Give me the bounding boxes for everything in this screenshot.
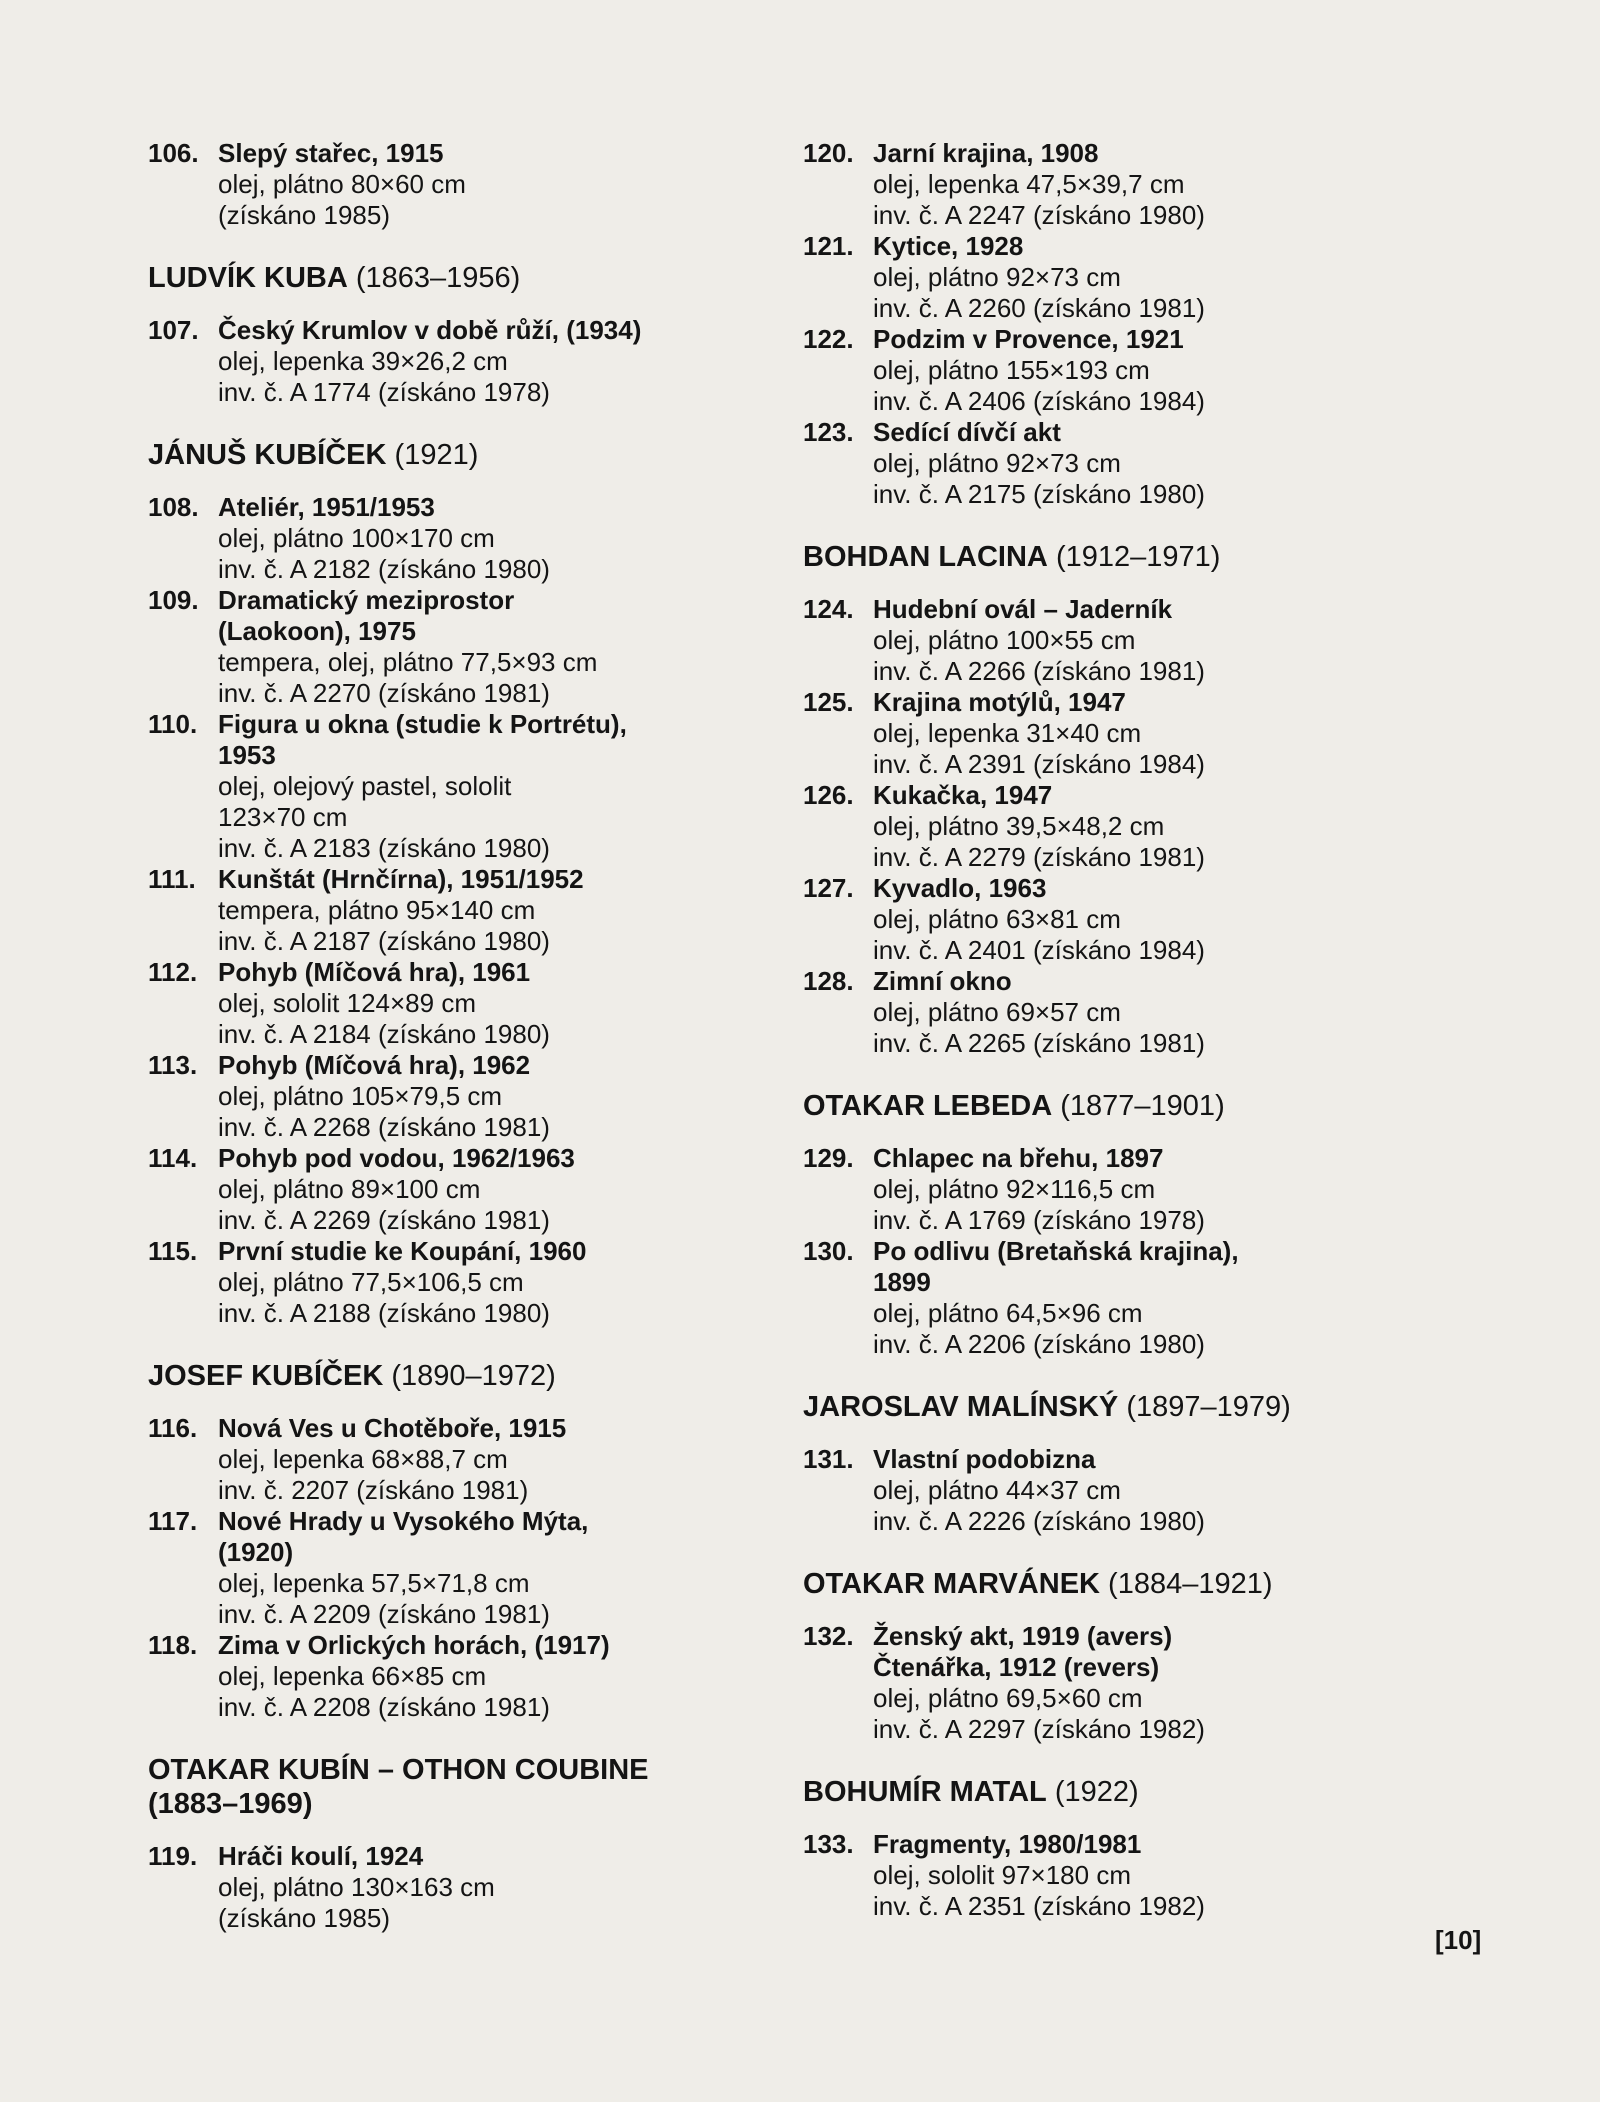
left-column (148, 138, 788, 1934)
artwork-details: olej, plátno 92×73 cm (873, 448, 1121, 478)
artist-name: OTAKAR KUBÍN – OTHON COUBINE (148, 1754, 649, 1786)
catalog-entry (148, 1050, 788, 1143)
artwork-details: inv. č. A 2279 (získáno 1981) (873, 842, 1205, 872)
artwork-title: 1953 (218, 740, 276, 770)
catalog-entry (803, 231, 1453, 324)
artist-heading (148, 1753, 788, 1821)
artwork-title: Zimní okno (873, 966, 1012, 996)
entry-body (218, 1506, 788, 1630)
artwork-details: inv. č. A 2269 (získáno 1981) (218, 1205, 550, 1235)
artist-dates: (1921) (394, 439, 479, 471)
catalog-entry (148, 315, 788, 408)
entry-body (873, 1236, 1453, 1360)
catalog-entry (803, 324, 1453, 417)
entry-number: 110. (148, 709, 198, 739)
catalog-entry (803, 687, 1453, 780)
artist-name: BOHUMÍR MATAL (803, 1776, 1047, 1808)
artist-heading (148, 1359, 788, 1393)
entry-number: 125. (803, 687, 854, 717)
entry-number: 129. (803, 1143, 854, 1173)
artwork-title: Figura u okna (studie k Portrétu), (218, 709, 627, 739)
artwork-details: inv. č. A 2266 (získáno 1981) (873, 656, 1205, 686)
catalog-entry (148, 957, 788, 1050)
artist-name: BOHDAN LACINA (803, 541, 1048, 573)
artwork-details: olej, plátno 155×193 cm (873, 355, 1150, 385)
artwork-details: olej, plátno 100×170 cm (218, 523, 495, 553)
artwork-details: inv. č. A 2265 (získáno 1981) (873, 1028, 1205, 1058)
artist-name: LUDVÍK KUBA (148, 262, 348, 294)
entry-number: 120. (803, 138, 854, 168)
artwork-details: olej, lepenka 31×40 cm (873, 718, 1142, 748)
right-column (803, 138, 1453, 1922)
artist-name: OTAKAR LEBEDA (803, 1090, 1053, 1122)
entry-number: 127. (803, 873, 854, 903)
artist-heading (803, 1567, 1453, 1601)
artwork-details: (získáno 1985) (218, 200, 390, 230)
artwork-title: Pohyb (Míčová hra), 1962 (218, 1050, 531, 1080)
artwork-details: inv. č. A 2268 (získáno 1981) (218, 1112, 550, 1142)
artist-heading (803, 540, 1453, 574)
catalog-entry (148, 1506, 788, 1630)
entry-body (873, 417, 1453, 510)
artwork-title: Chlapec na břehu, 1897 (873, 1143, 1164, 1173)
artist-heading (148, 261, 788, 295)
artwork-title: Fragmenty, 1980/1981 (873, 1829, 1142, 1859)
artist-heading (803, 1390, 1453, 1424)
entry-number: 111. (148, 864, 196, 894)
artwork-details: olej, lepenka 47,5×39,7 cm (873, 169, 1185, 199)
artwork-details: olej, lepenka 66×85 cm (218, 1661, 487, 1691)
artwork-title: Čtenářka, 1912 (revers) (873, 1652, 1160, 1682)
entry-body (218, 1050, 788, 1143)
entry-number: 133. (803, 1829, 854, 1859)
entry-number: 132. (803, 1621, 854, 1651)
artwork-details: olej, plátno 44×37 cm (873, 1475, 1121, 1505)
artwork-details: olej, plátno 130×163 cm (218, 1872, 495, 1902)
artist-dates: (1912–1971) (1055, 541, 1221, 573)
artwork-details: inv. č. A 2209 (získáno 1981) (218, 1599, 550, 1629)
artwork-details: inv. č. A 2260 (získáno 1981) (873, 293, 1205, 323)
artist-name: OTAKAR MARVÁNEK (803, 1568, 1100, 1600)
artwork-details: inv. č. A 2226 (získáno 1980) (873, 1506, 1205, 1536)
artwork-details: tempera, olej, plátno 77,5×93 cm (218, 647, 598, 677)
artist-dates: (1883–1969) (148, 1788, 313, 1820)
artwork-title: Nová Ves u Chotěboře, 1915 (218, 1413, 567, 1443)
entry-number: 123. (803, 417, 854, 447)
artwork-title: Slepý stařec, 1915 (218, 138, 444, 168)
entry-number: 117. (148, 1506, 198, 1536)
artwork-details: olej, lepenka 57,5×71,8 cm (218, 1568, 530, 1598)
artist-heading (148, 438, 788, 472)
artwork-details: olej, plátno 64,5×96 cm (873, 1298, 1143, 1328)
entry-body (218, 492, 788, 585)
artwork-details: (získáno 1985) (218, 1903, 390, 1933)
entry-body (218, 138, 788, 231)
artist-name: JAROSLAV MALÍNSKÝ (803, 1391, 1119, 1423)
artwork-details: inv. č. A 2406 (získáno 1984) (873, 386, 1205, 416)
artist-heading (803, 1775, 1453, 1809)
artwork-title: Vlastní podobizna (873, 1444, 1096, 1474)
entry-number: 116. (148, 1413, 198, 1443)
catalog-entry (803, 1236, 1453, 1360)
artwork-details: olej, plátno 92×116,5 cm (873, 1174, 1156, 1204)
entry-body (873, 1621, 1453, 1745)
entry-number: 109. (148, 585, 199, 615)
artwork-details: inv. č. A 2247 (získáno 1980) (873, 200, 1205, 230)
entry-number: 126. (803, 780, 854, 810)
artwork-details: inv. č. A 2187 (získáno 1980) (218, 926, 550, 956)
artwork-details: inv. č. A 1769 (získáno 1978) (873, 1205, 1205, 1235)
catalog-entry (148, 138, 788, 231)
artwork-details: olej, lepenka 68×88,7 cm (218, 1444, 508, 1474)
artwork-details: olej, plátno 63×81 cm (873, 904, 1121, 934)
catalog-entry (148, 492, 788, 585)
artwork-title: Podzim v Provence, 1921 (873, 324, 1184, 354)
entry-body (873, 231, 1453, 324)
catalog-entry (803, 1621, 1453, 1745)
artist-dates: (1877–1901) (1060, 1090, 1225, 1122)
catalog-entry (148, 1236, 788, 1329)
artwork-details: inv. č. A 2270 (získáno 1981) (218, 678, 550, 708)
artwork-details: inv. č. A 1774 (získáno 1978) (218, 377, 550, 407)
artwork-details: tempera, plátno 95×140 cm (218, 895, 536, 925)
entry-body (873, 780, 1453, 873)
artwork-title: Hráči koulí, 1924 (218, 1841, 424, 1871)
artwork-details: olej, plátno 100×55 cm (873, 625, 1136, 655)
catalog-entry (148, 1413, 788, 1506)
artwork-title: Nové Hrady u Vysokého Mýta, (218, 1506, 589, 1536)
artwork-details: inv. č. A 2391 (získáno 1984) (873, 749, 1205, 779)
catalog-entry (803, 780, 1453, 873)
artwork-details: olej, plátno 80×60 cm (218, 169, 466, 199)
artist-dates: (1922) (1054, 1776, 1139, 1808)
entry-number: 115. (148, 1236, 198, 1266)
artist-dates: (1884–1921) (1108, 1568, 1273, 1600)
entry-number: 124. (803, 594, 854, 624)
artwork-details: inv. č. A 2351 (získáno 1982) (873, 1891, 1205, 1921)
entry-body (873, 966, 1453, 1059)
artwork-title: Kukačka, 1947 (873, 780, 1053, 810)
catalog-entry (803, 873, 1453, 966)
artwork-title: Sedící dívčí akt (873, 417, 1061, 447)
entry-body (873, 1143, 1453, 1236)
entry-body (873, 138, 1453, 231)
catalog-entry (803, 594, 1453, 687)
entry-number: 108. (148, 492, 199, 522)
catalog-entry (148, 585, 788, 709)
artwork-title: (Laokoon), 1975 (218, 616, 416, 646)
catalog-entry (803, 966, 1453, 1059)
artwork-details: olej, olejový pastel, sololit (218, 771, 512, 801)
entry-body (873, 594, 1453, 687)
artwork-details: inv. č. A 2183 (získáno 1980) (218, 833, 550, 863)
artwork-details: inv. č. A 2184 (získáno 1980) (218, 1019, 550, 1049)
artwork-details: olej, plátno 69×57 cm (873, 997, 1121, 1027)
artwork-details: olej, plátno 69,5×60 cm (873, 1683, 1143, 1713)
catalog-entry (803, 1829, 1453, 1922)
catalog-entry (803, 138, 1453, 231)
artwork-details: inv. č. A 2188 (získáno 1980) (218, 1298, 550, 1328)
artwork-details: inv. č. A 2208 (získáno 1981) (218, 1692, 550, 1722)
catalog-entry (148, 864, 788, 957)
artwork-title: Zima v Orlických horách, (1917) (218, 1630, 610, 1660)
catalog-entry (803, 1444, 1453, 1537)
artwork-title: Dramatický meziprostor (218, 585, 515, 615)
artwork-details: olej, plátno 92×73 cm (873, 262, 1121, 292)
artwork-title: První studie ke Koupání, 1960 (218, 1236, 587, 1266)
entry-body (873, 1829, 1453, 1922)
artwork-details: inv. č. A 2401 (získáno 1984) (873, 935, 1205, 965)
artwork-details: 123×70 cm (218, 802, 348, 832)
catalog-entry (148, 1841, 788, 1934)
entry-body (873, 324, 1453, 417)
artwork-details: olej, lepenka 39×26,2 cm (218, 346, 508, 376)
artwork-title: Kytice, 1928 (873, 231, 1024, 261)
artist-dates: (1863–1956) (355, 262, 521, 294)
entry-number: 130. (803, 1236, 854, 1266)
artwork-title: Kunštát (Hrnčírna), 1951/1952 (218, 864, 584, 894)
entry-body (218, 957, 788, 1050)
artwork-details: inv. č. A 2206 (získáno 1980) (873, 1329, 1205, 1359)
artwork-details: olej, plátno 77,5×106,5 cm (218, 1267, 524, 1297)
entry-number: 128. (803, 966, 854, 996)
entry-body (218, 709, 788, 864)
page-number: [10] (1435, 1925, 1482, 1955)
entry-body (873, 1444, 1453, 1537)
entry-number: 113. (148, 1050, 198, 1080)
artist-dates: (1897–1979) (1126, 1391, 1291, 1423)
entry-number: 112. (148, 957, 198, 987)
artwork-title: 1899 (873, 1267, 931, 1297)
artwork-title: Ateliér, 1951/1953 (218, 492, 435, 522)
artwork-title: Jarní krajina, 1908 (873, 138, 1099, 168)
entry-body (218, 315, 788, 408)
entry-body (218, 1841, 788, 1934)
entry-body (218, 1236, 788, 1329)
entry-number: 119. (148, 1841, 198, 1871)
catalog-entry (148, 709, 788, 864)
artwork-title: (1920) (218, 1537, 294, 1567)
artwork-title: Hudební ovál – Jaderník (873, 594, 1173, 624)
artist-name: JÁNUŠ KUBÍČEK (148, 439, 387, 471)
catalog-entry (148, 1630, 788, 1723)
artwork-details: olej, plátno 89×100 cm (218, 1174, 481, 1204)
artwork-details: inv. č. A 2175 (získáno 1980) (873, 479, 1205, 509)
artwork-title: Pohyb pod vodou, 1962/1963 (218, 1143, 575, 1173)
artwork-title: Ženský akt, 1919 (avers) (873, 1621, 1173, 1651)
artwork-details: olej, plátno 39,5×48,2 cm (873, 811, 1165, 841)
entry-number: 114. (148, 1143, 198, 1173)
entry-body (218, 585, 788, 709)
artist-name: JOSEF KUBÍČEK (148, 1360, 384, 1392)
entry-number: 107. (148, 315, 199, 345)
artwork-details: inv. č. 2207 (získáno 1981) (218, 1475, 529, 1505)
entry-body (218, 1413, 788, 1506)
catalog-entry (803, 417, 1453, 510)
artist-heading (803, 1089, 1453, 1123)
artwork-details: olej, sololit 97×180 cm (873, 1860, 1131, 1890)
catalog-entry (148, 1143, 788, 1236)
artwork-details: inv. č. A 2182 (získáno 1980) (218, 554, 550, 584)
entry-number: 131. (803, 1444, 854, 1474)
entry-body (873, 687, 1453, 780)
artist-dates: (1890–1972) (391, 1360, 556, 1392)
artwork-title: Kyvadlo, 1963 (873, 873, 1047, 903)
artwork-title: Pohyb (Míčová hra), 1961 (218, 957, 531, 987)
artwork-details: olej, sololit 124×89 cm (218, 988, 476, 1018)
entry-number: 122. (803, 324, 854, 354)
entry-number: 118. (148, 1630, 198, 1660)
entry-number: 106. (148, 138, 199, 168)
artwork-title: Český Krumlov v době růží, (1934) (218, 315, 642, 345)
entry-body (218, 864, 788, 957)
entry-body (218, 1143, 788, 1236)
entry-number: 121. (803, 231, 854, 261)
artwork-details: inv. č. A 2297 (získáno 1982) (873, 1714, 1205, 1744)
artwork-details: olej, plátno 105×79,5 cm (218, 1081, 503, 1111)
artwork-title: Po odlivu (Bretaňská krajina), (873, 1236, 1239, 1266)
artwork-title: Krajina motýlů, 1947 (873, 687, 1126, 717)
entry-body (218, 1630, 788, 1723)
catalog-entry (803, 1143, 1453, 1236)
entry-body (873, 873, 1453, 966)
